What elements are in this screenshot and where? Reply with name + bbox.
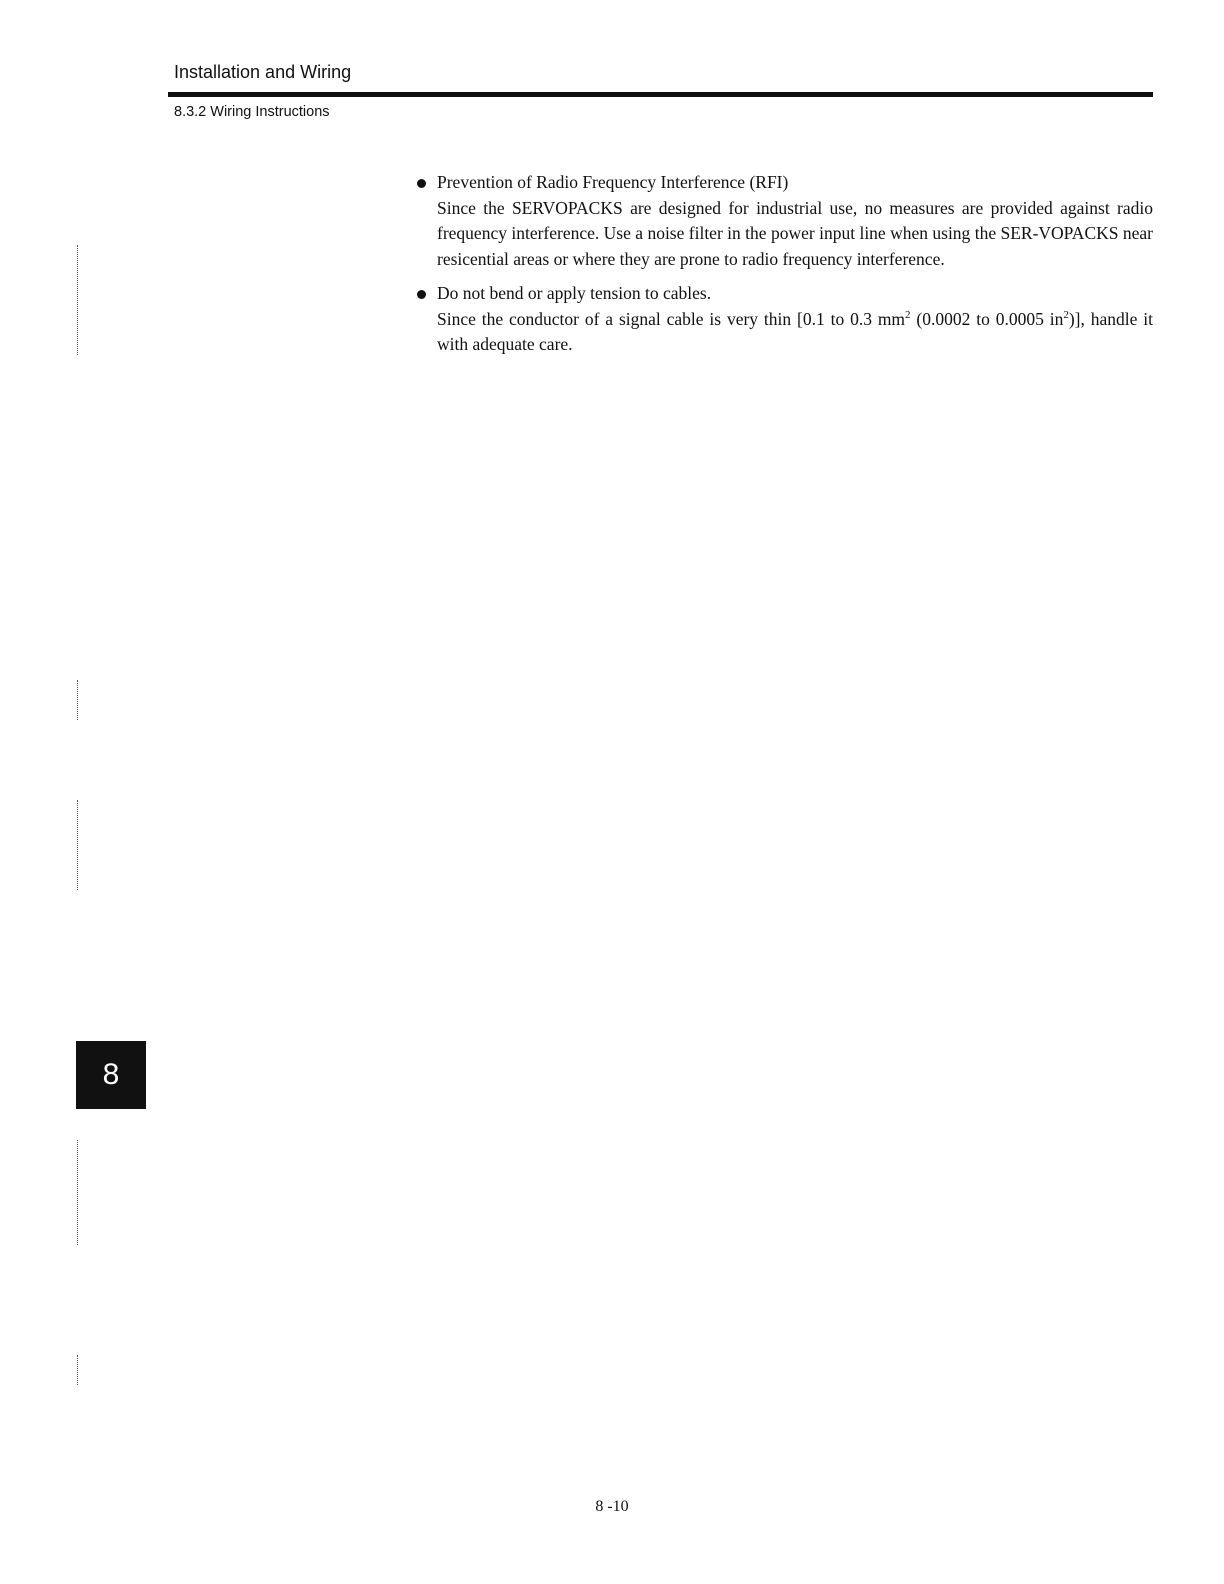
chapter-title: Installation and Wiring <box>174 62 352 82</box>
chapter-tab: 8 <box>76 1041 146 1109</box>
bullet-dot-icon <box>417 179 426 188</box>
margin-dotted-line <box>77 800 78 890</box>
bullet-dot-icon <box>417 290 426 299</box>
bullet-body: Since the SERVOPACKS are designed for industrial use, no measures are provided against radio frequency interference. Use a noise filter in the power input line when using the SER-VOPACKS near resicential areas or where they are prone to radio frequency interference. <box>437 197 1153 269</box>
margin-dotted-line <box>77 680 78 720</box>
superscript: 2 <box>1063 308 1069 321</box>
bullet-title: Do not bend or apply tension to cables. <box>437 283 712 303</box>
bullet-list <box>413 170 1153 367</box>
bullet-item-rfi <box>413 170 1153 272</box>
bullet-body-text: (0.0002 to 0.0005 in <box>910 308 1064 329</box>
bullet-body-text: )], handle it with adequate care. <box>437 308 1153 354</box>
margin-dotted-line <box>77 245 78 355</box>
section-title: 8.3.2 Wiring Instructions <box>174 104 330 120</box>
bullet-body-text: Since the conductor of a signal cable is very thin [0.1 to 0.3 mm <box>437 308 906 329</box>
header-rule <box>168 92 1153 97</box>
margin-dotted-line <box>77 1355 78 1385</box>
margin-dotted-line <box>77 1140 78 1245</box>
superscript: 2 <box>905 308 911 321</box>
bullet-body <box>437 307 1153 358</box>
bullet-item-cables <box>413 281 1153 358</box>
bullet-title: Prevention of Radio Frequency Interference (RFI) <box>437 172 789 192</box>
page-number: 8 -10 <box>595 1498 629 1515</box>
